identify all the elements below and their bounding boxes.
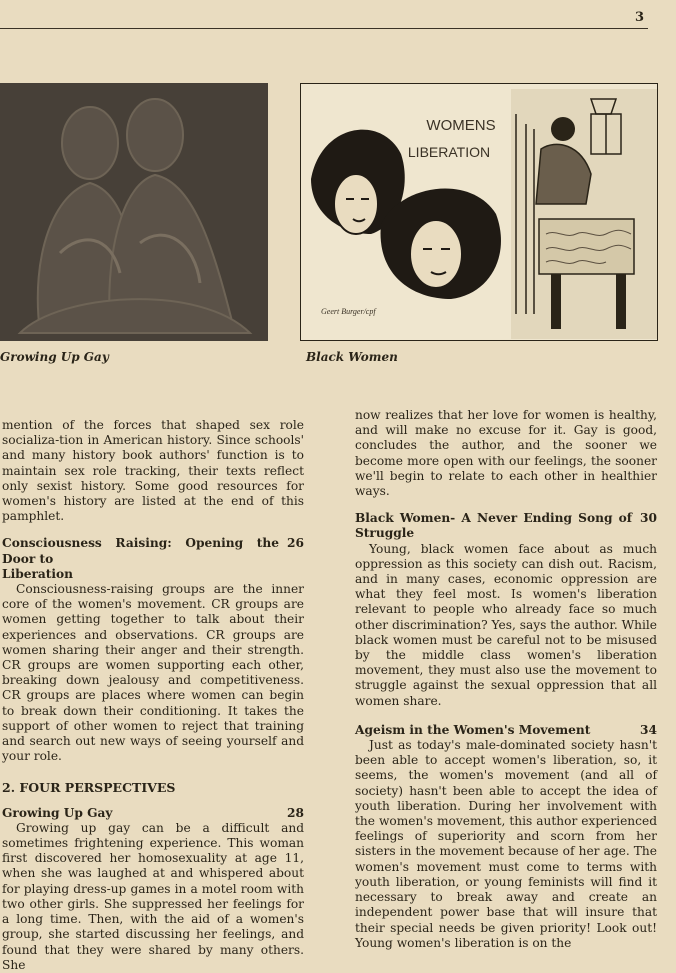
ageism-body: Just as today's male-dominated society hasn't been able to accept women's liberation, so, it seems, the women's movement (and all of society) hasn't been able to accept the idea of youth liberation. During her involvement with the women's movement, this author experienced feelings of superiority and scorn from her sisters in the movement because of her age. The women's movement must come to terms with youth liberation, or young feminists will find it necessary to break away and create an independent power base that will insure that their special needs be given priority! Look out! Young women's liberation is on the (355, 738, 657, 950)
drawing-title-liberation: LIBERATION (407, 144, 491, 160)
black-women-page-number: 30 (640, 511, 657, 526)
cr-page-number: 26 (287, 536, 304, 551)
gay-heading-title: Growing Up Gay (2, 805, 113, 820)
drawing-title-womens: WOMENS (426, 117, 496, 134)
ageism-page-number: 34 (640, 722, 657, 737)
cr-heading-title: Consciousness Raising: Opening the Door to (2, 536, 280, 566)
black-women-heading-title: Black Women- A Never Ending Song of Struggle (355, 511, 633, 541)
gay-page-number: 28 (287, 805, 304, 820)
two-women-drawing (0, 83, 268, 341)
header-rule (0, 28, 648, 29)
left-column (2, 418, 304, 973)
ageism-heading-title: Ageism in the Women's Movement (355, 722, 591, 737)
cr-heading-title-2: Liberation (2, 566, 74, 581)
ageism-heading (355, 723, 657, 738)
gay-body: Growing up gay can be a difficult and sometimes frightening experience. This woman first discovered her homosexuality at age 11, when she was laughed at and whispered about for playing dress-up games in a motel room with two other girls. She suppressed her feelings for a long time. Then, with the aid of a women's group, she started discussing her feelings, and found that they were shared by many others. She (2, 820, 304, 972)
gay-heading (2, 806, 304, 821)
right-column (355, 408, 657, 951)
right-intro-paragraph: now realizes that her love for women is healthy, and will make no excuse for it. Gay is good, concludes the author, and the sooner we become more open with our feelings, the sooner we'll begin to relate to each other in healthier ways. (355, 408, 657, 499)
cr-body: Consciousness-raising groups are the inner core of the women's movement. CR groups are women getting together to talk about their experiences and observations. CR groups are women sharing their anger and their strength. CR groups are women supporting each other, breaking down jealousy and competitiveness. CR groups are places where women can begin to break down their conditioning. It takes the support of other women to reject that training and search out new ways of seeing yourself and your role. (2, 582, 304, 764)
growing-up-gay-illustration (0, 83, 268, 341)
cr-heading (2, 536, 304, 566)
womens-liberation-drawing (301, 84, 657, 340)
left-intro-paragraph: mention of the forces that shaped sex role socializa-tion in American history. Since schools' and many history book authors' function is to maintain sex role tracking, their texts reflect only sexist history. Some good resources for women's history are listed at the end of this pamphlet. (2, 418, 304, 524)
black-women-illustration (300, 83, 658, 341)
black-women-heading (355, 511, 657, 541)
section-heading: 2. FOUR PERSPECTIVES (2, 780, 176, 796)
page-number: 3 (634, 10, 644, 25)
drawing-credit: Geert Burger/cpf (321, 307, 376, 316)
left-image-caption: Growing Up Gay (0, 350, 109, 364)
right-image-caption: Black Women (306, 350, 398, 364)
black-women-body: Young, black women face about as much oppression as this society can dish out. Racism, and in many cases, economic oppression are what they feel most. Is women's liberation relevant to people who already face so much other discrimination? Yes, says the author. While black women must be careful not to be misused by the middle class women's liberation movement, they must also use the movement to struggle against the sexual oppression that all women share. (355, 541, 657, 708)
